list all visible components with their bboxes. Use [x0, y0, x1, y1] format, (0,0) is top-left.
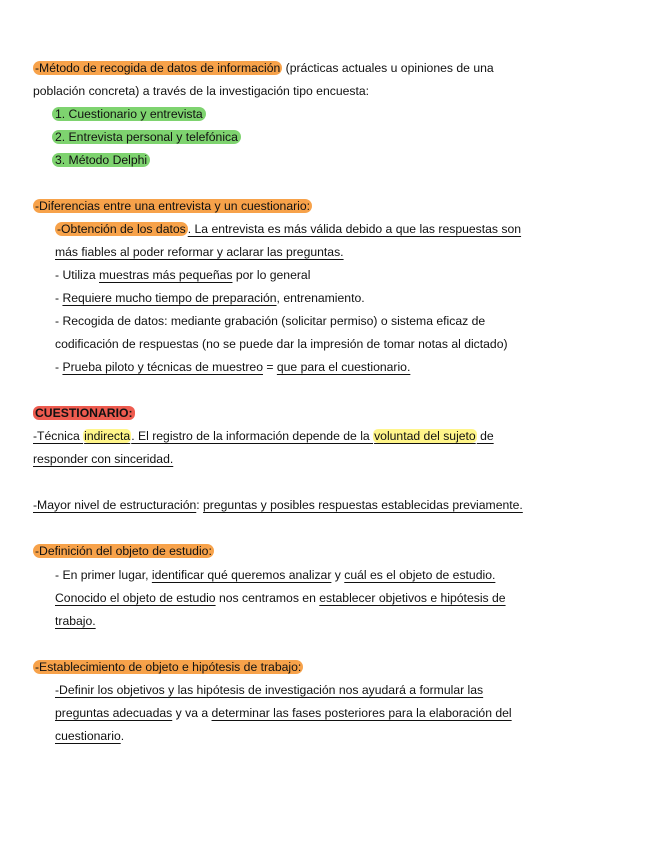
diferencias-heading-line	[33, 198, 312, 214]
metodo-intro-line2: población concreta) a través de la investigación tipo encuesta:	[33, 84, 370, 98]
cuestionario-heading: CUESTIONARIO:	[35, 406, 133, 420]
metodo-heading: -Método de recogida de datos de información	[35, 61, 281, 75]
metodo-item-1: 1. Cuestionario y entrevista	[52, 106, 206, 122]
cuestionario-heading-line	[33, 405, 135, 421]
definicion-line3: trabajo.	[55, 614, 96, 628]
definicion-heading-line	[33, 543, 214, 559]
definicion-line2: Conocido el objeto de estudio nos centramos en establecer objetivos e hipótesis de	[55, 591, 506, 605]
establecimiento-line3: cuestionario.	[55, 729, 125, 743]
diferencias-prueba: - Prueba piloto y técnicas de muestreo = que para el cuestionario.	[55, 360, 411, 374]
definicion-line1: - En primer lugar, identificar qué queremos analizar y cuál es el objeto de estudio.	[55, 568, 496, 582]
diferencias-recogida-line1: - Recogida de datos: mediante grabación (solicitar permiso) o sistema eficaz de	[55, 314, 486, 328]
cuestionario-mayor: -Mayor nivel de estructuración: preguntas y posibles respuestas establecidas previamente.	[33, 498, 523, 512]
diferencias-requiere: - Requiere mucho tiempo de preparación, entrenamiento.	[55, 291, 365, 305]
definicion-heading: -Definición del objeto de estudio:	[35, 544, 212, 558]
cuestionario-tecnica-line1: -Técnica indirecta. El registro de la información depende de la voluntad del sujeto de	[33, 429, 494, 443]
metodo-intro-line1: -Método de recogida de datos de información (prácticas actuales u opiniones de una	[35, 61, 494, 75]
diferencias-obtencion-line2: más fiables al poder reformar y aclarar las preguntas.	[55, 245, 344, 259]
establecimiento-line1: -Definir los objetivos y las hipótesis de investigación nos ayudará a formular las	[55, 683, 484, 697]
metodo-item-2: 2. Entrevista personal y telefónica	[52, 129, 241, 145]
establecimiento-line2: preguntas adecuadas y va a determinar las fases posteriores para la elaboración del	[55, 706, 512, 720]
diferencias-muestras: - Utiliza muestras más pequeñas por lo general	[55, 268, 311, 282]
establecimiento-heading-line	[33, 659, 303, 675]
diferencias-recogida-line2: codificación de respuestas (no se puede dar la impresión de tomar notas al dictado)	[55, 337, 508, 351]
cuestionario-tecnica-line2: responder con sinceridad.	[33, 452, 174, 466]
diferencias-obtencion-line1: -Obtención de los datos . La entrevista es más válida debido a que las respuestas son	[57, 222, 522, 236]
establecimiento-heading: -Establecimiento de objeto e hipótesis de trabajo:	[35, 660, 302, 674]
diferencias-heading: -Diferencias entre una entrevista y un cuestionario:	[35, 199, 311, 213]
metodo-item-3: 3. Método Delphi	[52, 152, 150, 168]
